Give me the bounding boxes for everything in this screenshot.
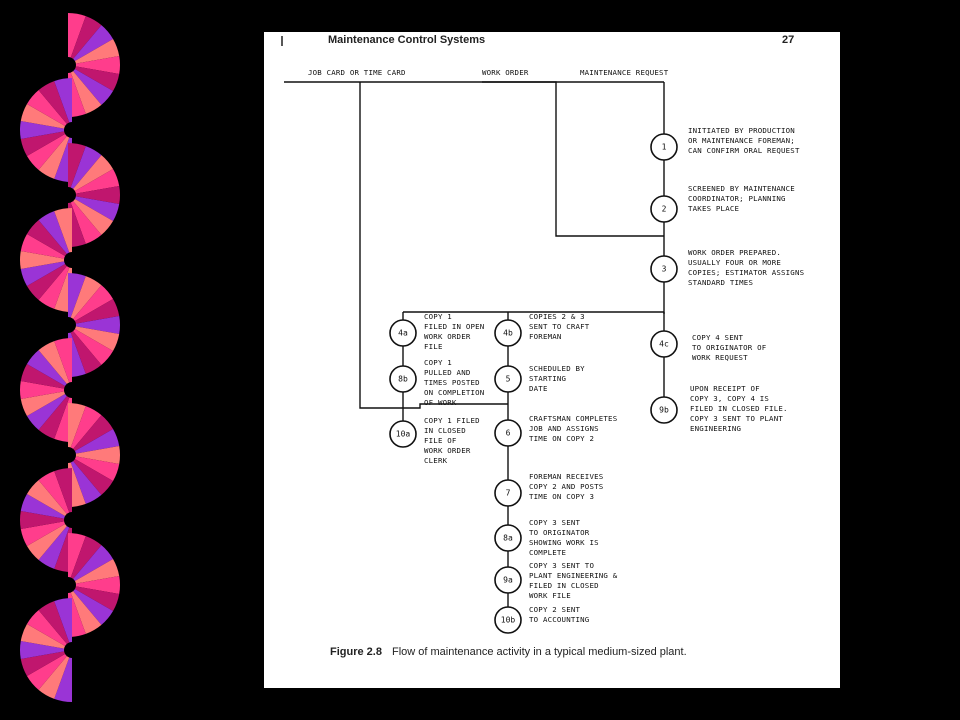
- step-description-8a: COPY 3 SENT TO ORIGINATOR SHOWING WORK IS COMPLETE: [529, 518, 599, 557]
- step-node-label-7: 7: [505, 488, 511, 498]
- step-node-label-5: 5: [505, 374, 511, 384]
- step-node-label-8a: 8a: [503, 533, 513, 543]
- step-description-10b: COPY 2 SENT TO ACCOUNTING: [529, 605, 590, 624]
- job-card-flow-line: [360, 82, 403, 408]
- step-description-4b: COPIES 2 & 3 SENT TO CRAFT FOREMAN: [529, 312, 590, 341]
- step-description-8b: COPY 1 PULLED AND TIMES POSTED ON COMPLETION OF WORK: [424, 358, 485, 407]
- step-node-label-10b: 10b: [500, 615, 516, 625]
- page-number: 27: [782, 34, 795, 46]
- fan-ornament: [20, 208, 72, 312]
- section-title: Maintenance Control Systems: [328, 34, 486, 46]
- step-description-5: SCHEDULED BY STARTING DATE: [529, 364, 585, 393]
- fan-ornament: [68, 13, 120, 117]
- fan-ornament: [68, 273, 120, 377]
- scanned-document-page: [264, 32, 840, 688]
- fan-ornament: [20, 598, 72, 702]
- fan-ornament: [20, 338, 72, 442]
- step-description-10a: COPY 1 FILED IN CLOSED FILE OF WORK ORDER CLERK: [424, 416, 480, 465]
- step-description-6: CRAFTSMAN COMPLETES JOB AND ASSIGNS TIME ON COPY 2: [529, 414, 618, 443]
- column-header-maintenance-request: MAINTENANCE REQUEST: [580, 68, 669, 77]
- fan-ornament: [68, 533, 120, 637]
- fan-ornament: [20, 78, 72, 182]
- step-node-label-9a: 9a: [503, 575, 513, 585]
- step-description-4c: COPY 4 SENT TO ORIGINATOR OF WORK REQUEST: [692, 333, 767, 362]
- fan-ornament: [20, 468, 72, 572]
- step-node-label-8b: 8b: [398, 374, 408, 384]
- step-node-label-9b: 9b: [659, 405, 669, 415]
- fan-ornament: [68, 143, 120, 247]
- fan-ornament: [68, 403, 120, 507]
- step-node-label-1: 1: [661, 142, 667, 152]
- column-header-work-order: WORK ORDER: [482, 68, 529, 77]
- step-node-label-4c: 4c: [659, 339, 669, 349]
- figure-label: Figure 2.8: [330, 646, 382, 658]
- step-node-label-2: 2: [661, 204, 667, 214]
- decorative-fan-border: [0, 0, 140, 720]
- step-node-label-3: 3: [661, 264, 667, 274]
- figure-caption: [330, 646, 687, 658]
- step-description-7: FOREMAN RECEIVES COPY 2 AND POSTS TIME ON COPY 3: [529, 472, 604, 501]
- column-header-job-card: JOB CARD OR TIME CARD: [308, 68, 406, 77]
- step-description-3: WORK ORDER PREPARED. USUALLY FOUR OR MORE COPIES; ESTIMATOR ASSIGNS STANDARD TIMES: [688, 248, 805, 287]
- work-order-flow-line: [482, 82, 664, 236]
- step-node-label-10a: 10a: [395, 429, 411, 439]
- figure-caption-text: Flow of maintenance activity in a typical medium-sized plant.: [391, 646, 687, 658]
- step-node-label-4a: 4a: [398, 328, 408, 338]
- step-description-9a: COPY 3 SENT TO PLANT ENGINEERING & FILED IN CLOSED WORK FILE: [529, 561, 618, 600]
- step-description-2: SCREENED BY MAINTENANCE COORDINATOR; PLANNING TAKES PLACE: [688, 184, 795, 213]
- step-node-label-6: 6: [505, 428, 511, 438]
- step-description-1: INITIATED BY PRODUCTION OR MAINTENANCE FOREMAN; CAN CONFIRM ORAL REQUEST: [688, 126, 800, 155]
- step-description-9b: UPON RECEIPT OF COPY 3, COPY 4 IS FILED IN CLOSED FILE. COPY 3 SENT TO PLANT ENGINEERING: [690, 384, 788, 433]
- step-node-label-4b: 4b: [503, 328, 513, 338]
- step-description-4a: COPY 1 FILED IN OPEN WORK ORDER FILE: [424, 312, 485, 351]
